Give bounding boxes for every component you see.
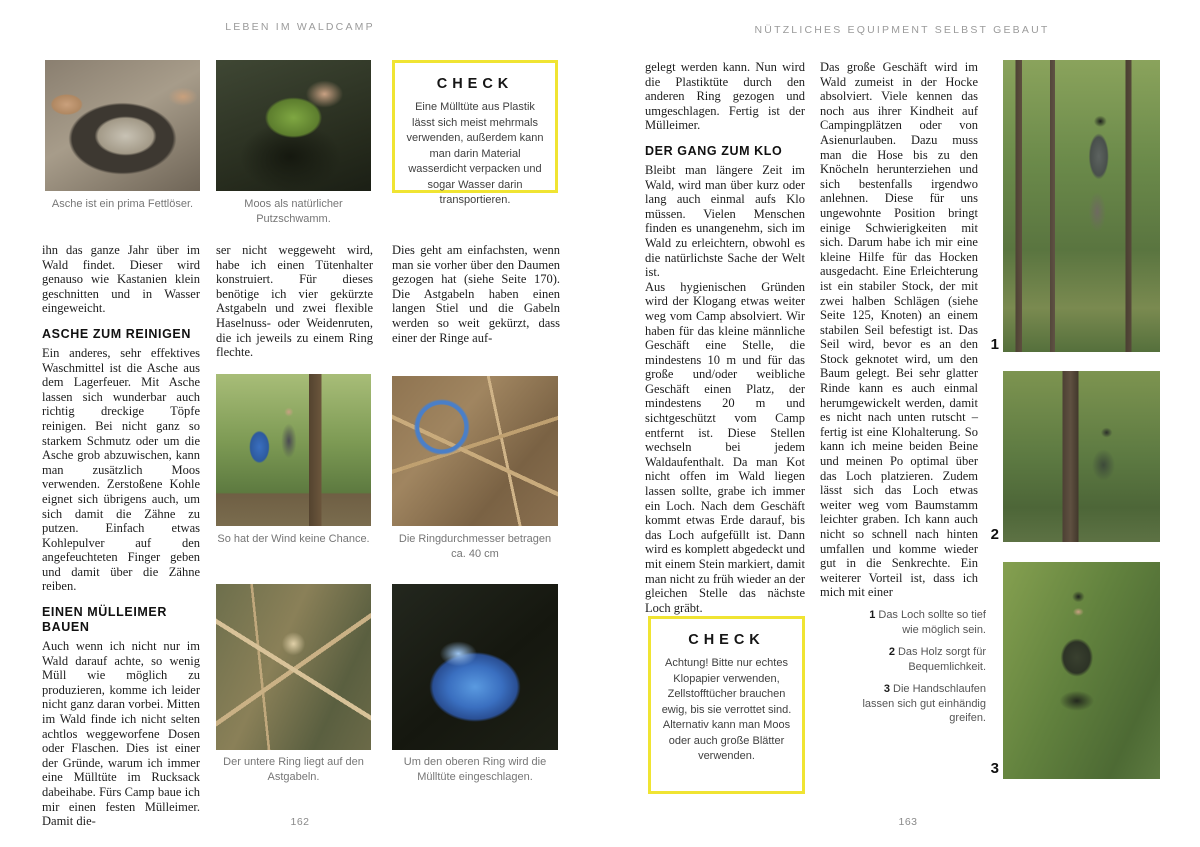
paragraph: Auch wenn ich nicht nur im Wald darauf achte, so wenig Müll wie möglich zu produzieren, komme ich leider nicht ganz daran vorbei. Mitten im Wald finde ich nicht selten achtlos weggeworfene Dosen oder Flaschen. Dies ist einer der Gründe, warum ich immer eine Mülltüte im Rucksack dabeihabe. Fürs Camp baue ich mir einen festen Mülleimer. Damit die- <box>42 639 200 829</box>
photo-moss-hand <box>216 60 371 191</box>
page-number-right: 163 <box>898 816 918 828</box>
caption-text: Das Holz sorgt für Bequemlichkeit. <box>897 646 986 673</box>
photo-rope-tree <box>1003 371 1160 542</box>
section-heading-klo: DER GANG ZUM KLO <box>645 143 783 158</box>
paragraph: Dies geht am einfachsten, wenn man sie vorher über den Daumen gezogen hat (siehe Seite 170). Die Astgabeln haben einen langen Stiel und die Gabeln werden so weit gekürzt, dass einer der Ringe auf- <box>392 243 560 345</box>
paragraph: ihn das ganze Jahr über im Wald findet. Dieser wird genauso wie Kastanien klein geschnitten und in Wasser eingeweicht. <box>42 243 200 316</box>
photo-number-1: 1 <box>990 336 999 353</box>
photo-digging <box>1003 60 1160 352</box>
paragraph: Aus hygienischen Gründen wird der Klogang etwas weiter weg vom Camp absolviert. Wir haben für das kleine männliche Geschäft eine Stelle, die mindestens 10 m und für das große und/oder weibliche Geschäft einen Platz, der mindestens 20 m und sichtgeschützt vom Camp entfernt ist. Diese Stellen wechseln bei jedem Waldaufenthalt. Da man Kot nicht offen im Wald liegen lassen sollte, grabe ich immer ein Loch. Nach dem Geschäft kommt etwas Erde darauf, bis das Loch aufgefüllt ist. Dann wird es komplett abgedeckt und mit einem Stein markiert, damit man nicht zu früh wieder an der gleichen Stelle das nächste Loch gräbt. <box>645 279 805 615</box>
caption-upper-ring: Um den oberen Ring wird die Mülltüte eingeschlagen. <box>403 756 547 783</box>
caption-text: Die Handschlaufen lassen sich gut einhändig greifen. <box>862 683 986 724</box>
caption-wind: So hat der Wind keine Chance. <box>217 533 370 545</box>
caption-number: 1 <box>869 609 876 621</box>
page-number-left: 162 <box>290 816 310 828</box>
check-title: CHECK <box>436 76 514 92</box>
paragraph: ser nicht weggeweht wird, habe ich einen Tütenhalter konstruiert. Für dieses benötige ich vier gekürzte Astgabeln und zwei flexible Haselnuss- oder Weidenruten, die ich jeweils zu einem Ring flechte. <box>216 243 373 360</box>
photo-squatting <box>1003 562 1160 779</box>
running-head-right: NÜTZLICHES EQUIPMENT SELBST GEBAUT <box>754 24 1050 36</box>
numbered-caption-1 <box>862 608 986 637</box>
paragraph: Das große Geschäft wird im Wald zumeist in der Hocke absolviert. Viele kennen das noch aus ihrer Kindheit auf Campingplätzen oder von Asienurlauben. Dazu muss man die Hose bis zu den Knöcheln herunterziehen und sich bestenfalls irgendwo anlehnen. Diese für uns ungewohnte Position bringt einige Schwierigkeiten mit sich. Darum habe ich mir eine kleine Hilfe für das Hocken ausgedacht. Eine Erleichterung ist ein stabiler Stock, der mit zwei halben Schlägen (siehe Seite 125, Knoten) an einem stabilen Seil befestigt ist. Das Seil wird, bevor es an den Stock geknotet wird, um den Baum gelegt. Bei sehr glatter Rinde kann es auch einmal herumgewickelt werden, damit es nicht nach unten rutscht – fertig ist eine Klohalterung. So kann ich meine beiden Beine und meinen Po optimal über das Loch platzieren. Zudem lässt sich das Loch etwas weiter weg vom Baumstamm leichter graben. Ich kann auch nicht so schnell nach hinten umfallen und komme wieder gut in die Senkrechte. Ein weiterer Vorteil ist, dass ich mich mit einer <box>820 60 978 600</box>
check-body: Achtung! Bitte nur echtes Klopapier verwenden, Zellstofftücher brauchen ewig, bis sie verrottet sind. Alternativ kann man Moos oder auch große Blätter verwenden. <box>661 657 792 762</box>
caption-number: 3 <box>883 683 891 695</box>
caption-text: Das Loch sollte so tief wie möglich sein. <box>878 609 986 636</box>
right-column-2 <box>820 60 978 600</box>
caption-ash: Asche ist ein prima Fettlöser. <box>51 198 194 210</box>
caption-lower-ring: Der untere Ring liegt auf den Astgabeln. <box>223 756 364 783</box>
paragraph: gelegt werden kann. Nun wird die Plastiktüte durch den anderen Ring gezogen und umgeschlagen. Fertig ist der Mülleimer. <box>645 60 805 133</box>
section-heading-muelleimer: EINEN MÜLLEIMER BAUEN <box>42 605 167 635</box>
caption-moss: Moos als natürlicher Putzschwamm. <box>244 198 343 225</box>
check-title: CHECK <box>688 632 765 648</box>
caption-number: 2 <box>888 646 895 658</box>
left-column-2 <box>216 243 373 360</box>
photo-stick-frame <box>216 584 371 750</box>
right-column-1 <box>645 60 805 615</box>
photo-blue-bag <box>392 584 558 750</box>
numbered-captions <box>862 608 986 734</box>
photo-number-3: 3 <box>990 760 999 777</box>
caption-rings: Die Ringdurchmesser betragen ca. 40 cm <box>398 533 552 560</box>
section-heading-asche: ASCHE ZUM REINIGEN <box>42 326 192 341</box>
photo-number-2: 2 <box>990 526 999 543</box>
running-head-left: LEBEN IM WALDCAMP <box>225 21 375 33</box>
photo-ash-pan <box>45 60 200 191</box>
numbered-caption-3 <box>862 682 986 726</box>
left-column-3 <box>392 243 560 345</box>
check-box-klopapier <box>648 616 805 794</box>
check-box-muelltuete <box>392 60 558 206</box>
left-column-1 <box>42 243 200 829</box>
check-body: Eine Mülltüte aus Plastik lässt sich meist mehrmals verwenden, außerdem kann man darin Material wasserdicht verpacken und sogar Wasser darin transportieren. <box>406 101 544 206</box>
photo-rings-sticks <box>392 376 558 526</box>
paragraph: Bleibt man längere Zeit im Wald, wird man über kurz oder lang auch einmal aufs Klo müssen. Vielen Menschen finden es unangenehm, sich im Wald zu erleichtern, obwohl es die natürlichste Sache der Welt ist. <box>645 162 805 280</box>
photo-bag-holder <box>216 374 371 526</box>
numbered-caption-2 <box>862 645 986 674</box>
paragraph: Ein anderes, sehr effektives Waschmittel ist die Asche aus dem Lagerfeuer. Mit Asche lassen sich wunderbar auch richtig dreckige Töpfe reinigen. Bei nicht ganz so starkem Schmutz oder um die Asche grob abzuwischen, kann man zusätzlich Moos verwenden. Zerstoßene Kohle eignet sich übrigens auch, um sich damit die Zähne zu putzen. Einfach etwas Kohlepulver auf den angefeuchteten Finger geben und damit über die Zähne reiben. <box>42 345 200 594</box>
